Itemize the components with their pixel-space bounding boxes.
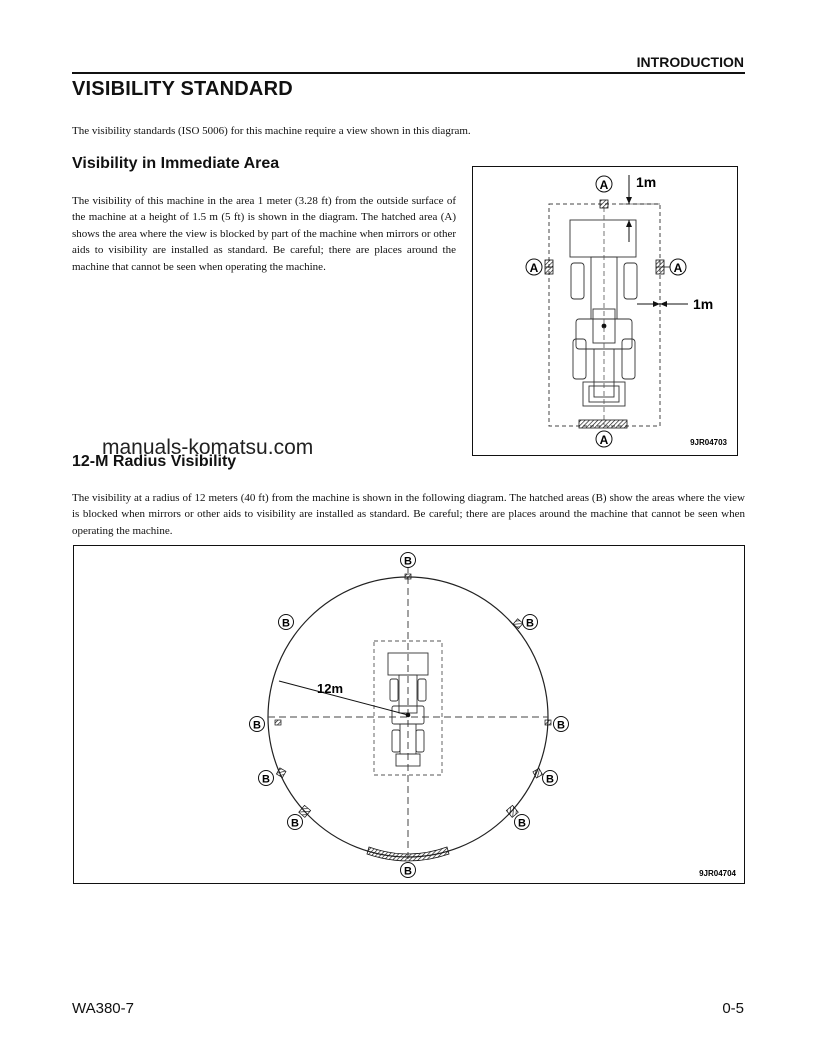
- svg-text:B: B: [557, 719, 565, 732]
- section-body-12m-radius: The visibility at a radius of 12 meters (40 ft) from the machine is shown in the following diagram. The hatched areas (B) show the areas where the view is blocked when mirrors or other aids to visibility are installed as standard. Be careful; there are places around the machine that cannot be seen when operating the machine.: [72, 492, 745, 537]
- svg-text:B: B: [291, 817, 299, 830]
- callout-b-bottom-right: [515, 815, 530, 830]
- svg-text:A: A: [673, 261, 683, 275]
- callout-b-left: [250, 717, 265, 732]
- footer-page-number: 0-5: [722, 1000, 744, 1017]
- callout-b-right: [554, 717, 569, 732]
- machine-outline: [570, 220, 637, 406]
- figure-code: 9JR04704: [699, 869, 736, 878]
- immediate-area-diagram: [473, 167, 737, 455]
- svg-text:A: A: [599, 178, 609, 192]
- callout-a-top: [596, 176, 612, 192]
- callout-b-top-left: [279, 615, 294, 630]
- callout-b-top-right: [523, 615, 538, 630]
- svg-text:B: B: [262, 773, 270, 786]
- svg-text:1m: 1m: [693, 296, 714, 312]
- section-header: INTRODUCTION: [636, 54, 744, 70]
- svg-text:A: A: [599, 433, 609, 447]
- callout-a-right: [670, 259, 686, 275]
- header-rule: [72, 72, 745, 74]
- page-title: VISIBILITY STANDARD: [72, 78, 293, 100]
- hatched-area-rear: [579, 420, 627, 428]
- callout-b-lower-right: [543, 771, 558, 786]
- radius-line: [279, 681, 408, 715]
- footer-model: WA380-7: [72, 1000, 134, 1017]
- watermark: manuals-komatsu.com: [102, 436, 314, 459]
- callout-b-bottom-left: [288, 815, 303, 830]
- figure-immediate-area: [472, 166, 738, 456]
- radius-diagram: [74, 546, 744, 883]
- section-body-immediate-area: The visibility of this machine in the area 1 meter (3.28 ft) from the outside surface of the machine at a height of 1.5 m (5 ft) is shown in the diagram. The hatched area (A) shows the area where the view is blocked by part of the machine when mirrors or other aids to visibility are installed as standard. Be careful; there are places around the machine that cannot be seen when operating the machine.: [72, 195, 456, 273]
- svg-text:B: B: [526, 617, 534, 630]
- callout-b-top: [401, 553, 416, 568]
- section-heading-12m-radius: 12-M Radius Visibility: [72, 453, 237, 470]
- svg-text:B: B: [518, 817, 526, 830]
- svg-text:A: A: [529, 261, 539, 275]
- svg-text:B: B: [404, 555, 412, 568]
- svg-text:B: B: [253, 719, 261, 732]
- radius-label: 12m: [317, 681, 344, 696]
- callout-a-bottom: [596, 431, 612, 447]
- hatched-area-front: [600, 200, 608, 208]
- section-heading-immediate-area: Visibility in Immediate Area: [72, 155, 280, 172]
- svg-text:B: B: [546, 773, 554, 786]
- svg-text:B: B: [282, 617, 290, 630]
- figure-12m-radius: [73, 545, 745, 884]
- callout-a-left: [526, 259, 542, 275]
- one-meter-boundary: [549, 204, 660, 426]
- hatched-area-rear-arc: [367, 847, 449, 861]
- svg-text:B: B: [404, 865, 412, 878]
- dimension-side-1m: [637, 296, 713, 312]
- callout-b-bottom: [401, 863, 416, 878]
- callout-b-lower-left: [259, 771, 274, 786]
- svg-text:1m: 1m: [636, 174, 657, 190]
- figure-code: 9JR04703: [690, 438, 727, 447]
- intro-paragraph: The visibility standards (ISO 5006) for this machine require a view shown in this diagram.: [72, 125, 471, 137]
- dimension-top-1m: [623, 174, 660, 242]
